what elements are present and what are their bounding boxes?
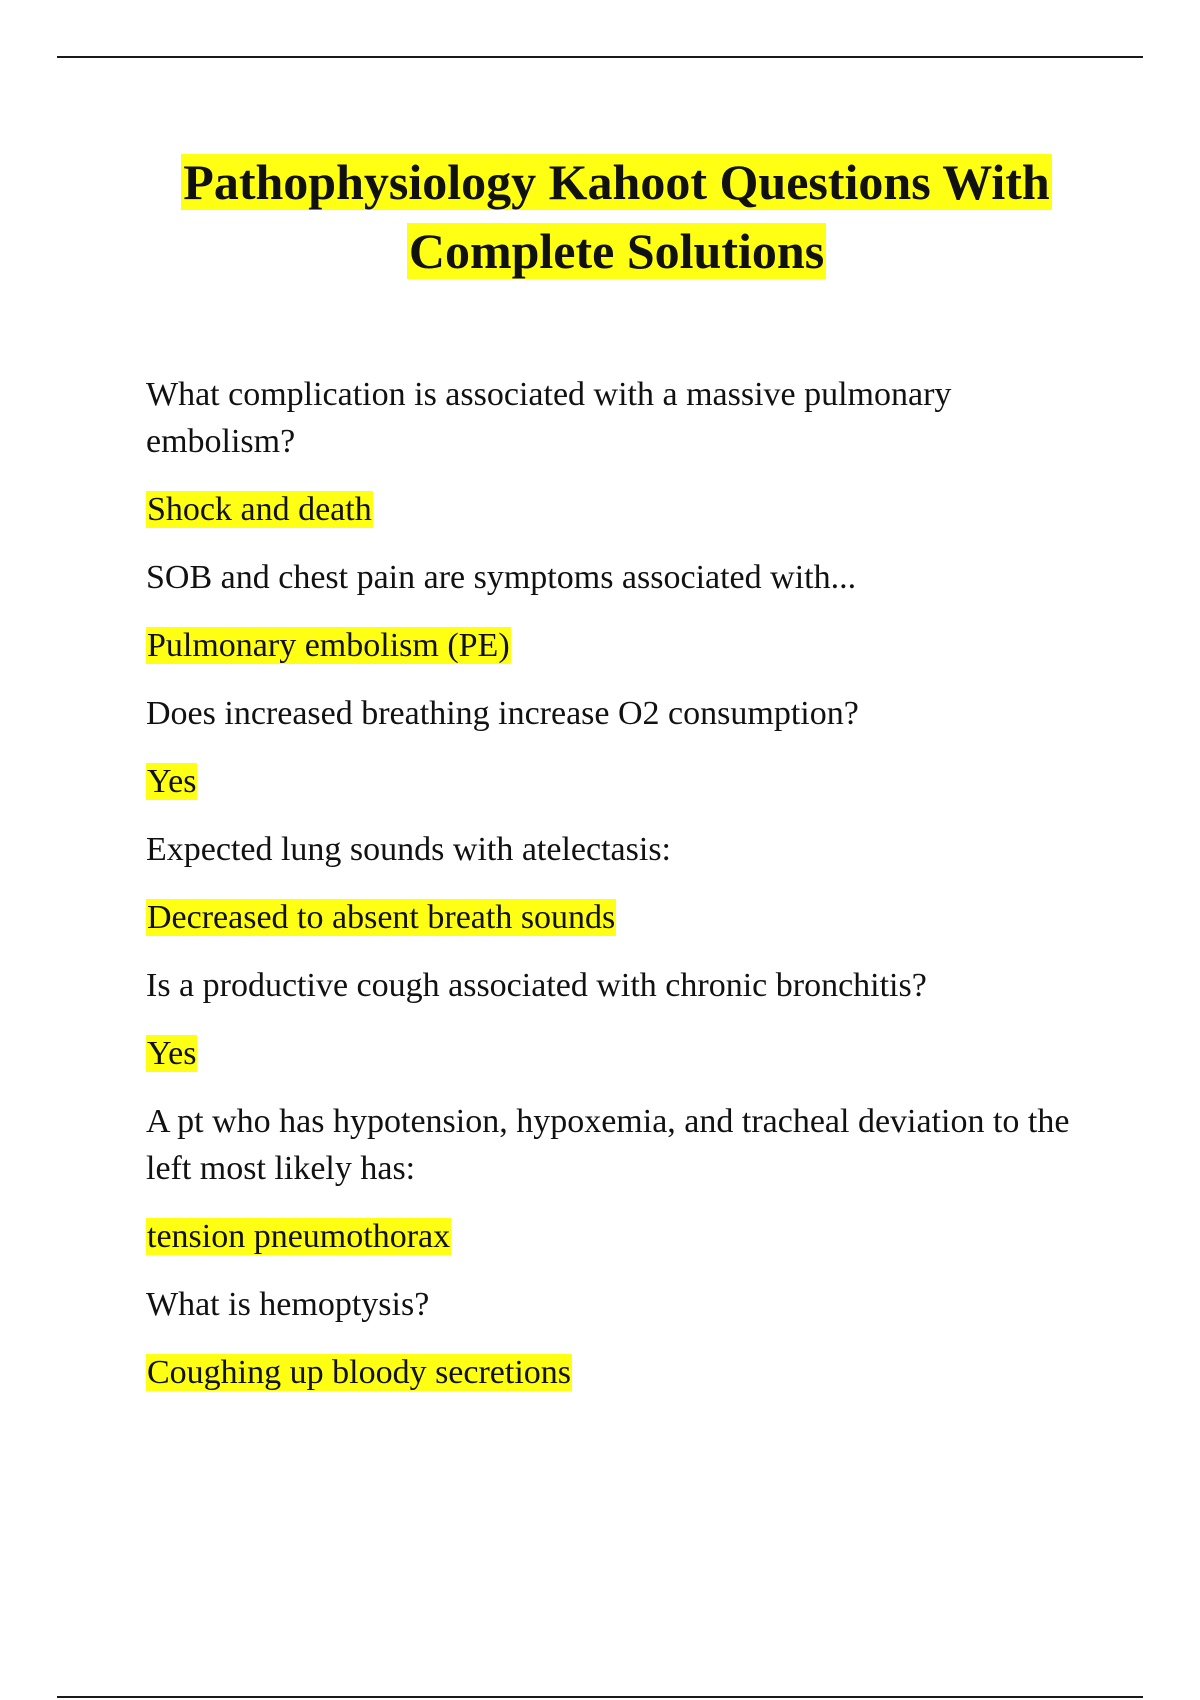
answer-1-text: Shock and death xyxy=(147,491,372,528)
title-line-1: Pathophysiology Kahoot Questions With xyxy=(183,154,1050,210)
answer-6-text: tension pneumothorax xyxy=(147,1218,451,1255)
question-1: What complication is associated with a massive pulmonary embolism? xyxy=(146,376,952,460)
answer-5-text: Yes xyxy=(147,1035,197,1072)
answer-4 xyxy=(146,894,1106,941)
question-3: Does increased breathing increase O2 consumption? xyxy=(146,695,859,732)
answer-2 xyxy=(146,622,1106,669)
answer-6 xyxy=(146,1213,1106,1260)
qa-list xyxy=(146,371,1106,1417)
title-line-2: Complete Solutions xyxy=(408,223,825,279)
question-2: SOB and chest pain are symptoms associated with... xyxy=(146,559,857,596)
answer-1 xyxy=(146,486,1106,533)
question-6: A pt who has hypotension, hypoxemia, and tracheal deviation to the left most likely has: xyxy=(146,1103,1070,1187)
top-rule xyxy=(57,56,1143,58)
question-7: What is hemoptysis? xyxy=(146,1286,430,1323)
answer-5 xyxy=(146,1030,1106,1077)
question-4: Expected lung sounds with atelectasis: xyxy=(146,831,671,868)
bottom-rule xyxy=(57,1696,1143,1698)
answer-3 xyxy=(146,758,1106,805)
document-title xyxy=(100,148,1133,286)
answer-7-text: Coughing up bloody secretions xyxy=(147,1354,572,1391)
question-5: Is a productive cough associated with chronic bronchitis? xyxy=(146,967,927,1004)
answer-7 xyxy=(146,1349,1106,1396)
answer-4-text: Decreased to absent breath sounds xyxy=(147,899,616,936)
answer-2-text: Pulmonary embolism (PE) xyxy=(147,627,510,664)
answer-3-text: Yes xyxy=(147,763,197,800)
